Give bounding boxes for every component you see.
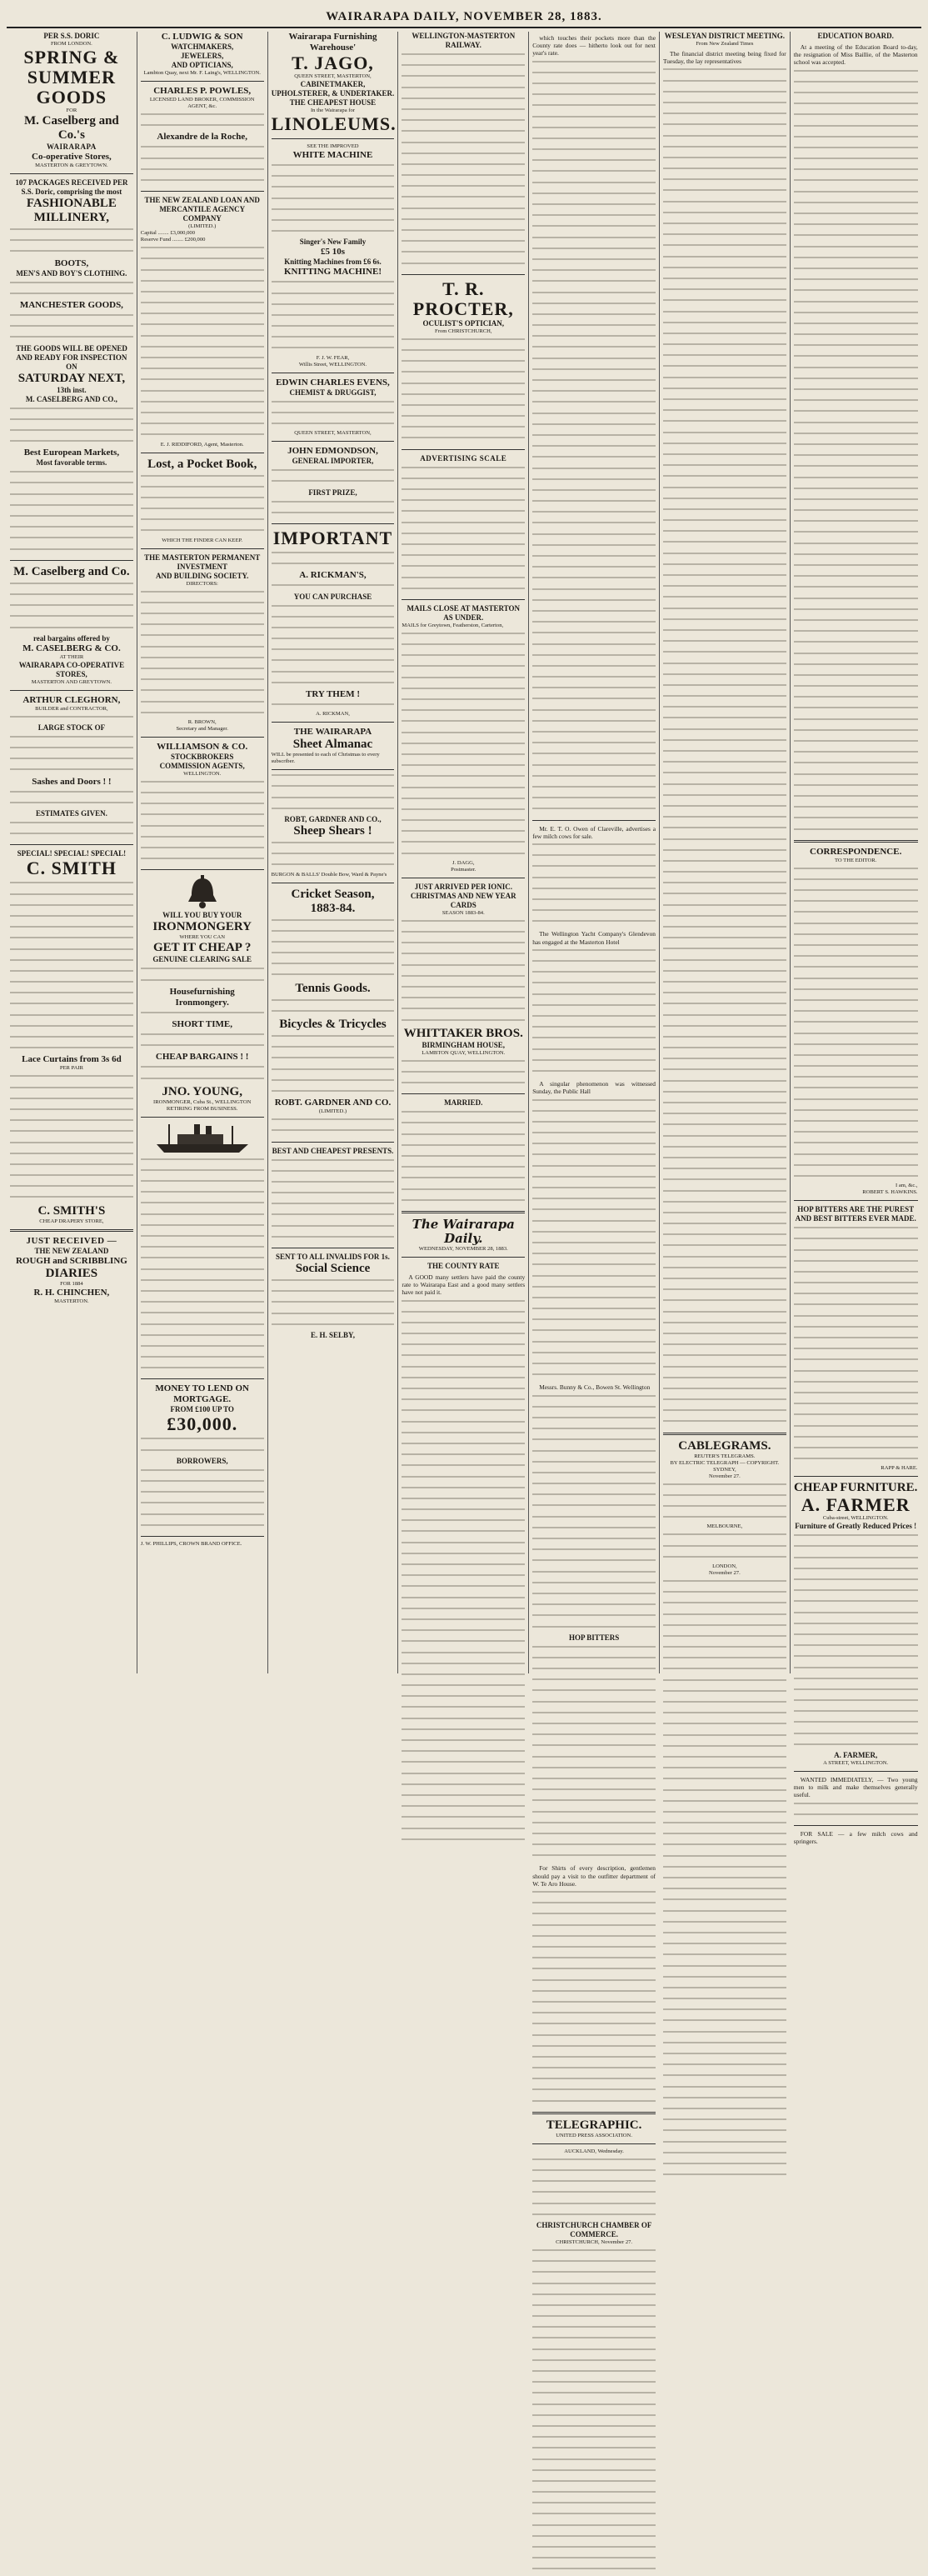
ad-first-prize: FIRST PRIZE, (308, 488, 357, 497)
paper-nameplate: The Wairarapa Daily. (412, 1216, 515, 1246)
postmaster-name: J. DAGG, (452, 859, 475, 866)
ad-housefurnishing: Housefurnishing (169, 986, 235, 997)
ad-lost: Lost, a Pocket Book, (147, 457, 257, 471)
ad-gardner-2: ROBT. GARDNER AND CO. (274, 1098, 392, 1108)
ad-white-machine: WHITE MACHINE (292, 150, 373, 160)
ad-finder: WHICH THE FINDER CAN KEEP. (162, 537, 243, 543)
column-3 (268, 32, 399, 1673)
ad-social-science: Social Science (295, 1262, 371, 1275)
ad-birmingham: BIRMINGHAM HOUSE, (422, 1040, 506, 1049)
farmer-name-2: A. FARMER, (834, 1751, 878, 1760)
farmer-address: Cuba-street, WELLINGTON. (822, 1515, 889, 1522)
rapp-hare: RAPP & HARE. (881, 1465, 918, 1472)
ad-cards-season: SEASON 1883-84. (442, 909, 485, 916)
ad-permanent: THE MASTERTON PERMANENT INVESTMENT (144, 553, 261, 571)
local-shirts: For Shirts of every description, gentlemen should pay a visit to the outfitter department of W. Te Aro House. (532, 1864, 656, 1888)
local-yacht: The Wellington Yacht Company's Glendevon has engaged at the Masterton Hotel (532, 930, 656, 946)
local-owen: Mr. E. T. O. Owen of Clareville, advertises a few milch cows for sale. (532, 824, 656, 840)
county-rate-continued: which touches their pockets more than the County rate does — hitherto look out for next year's rate. (532, 34, 656, 58)
ad-furnishing: Wairarapa Furnishing (288, 32, 377, 42)
to-the-editor: TO THE EDITOR. (834, 857, 877, 863)
ad-watchmakers: WATCHMAKERS, (171, 43, 234, 51)
ad-spring-heading: SPRING & (23, 47, 120, 68)
ad-fashionable: FASHIONABLE (26, 197, 117, 210)
ad-williamson: WILLIAMSON & CO. (157, 741, 248, 752)
ad-gardner-limited: (LIMITED.) (318, 1108, 347, 1115)
ad-just-received: JUST RECEIVED — (26, 1235, 117, 1246)
ad-young-address: IRONMONGER, Cuba St., WELLINGTON (153, 1098, 252, 1105)
ad-rickman-2: A. RICKMAN, (316, 711, 350, 718)
masthead-title: WAIRARAPA DAILY, NOVEMBER 28, 1883. (326, 9, 602, 23)
ad-caselberg-4: M. CASELBERG & CO. (22, 643, 121, 653)
ad-try-them: TRY THEM ! (305, 689, 360, 699)
telegraphic-heading: TELEGRAPHIC. (546, 2118, 642, 2132)
ad-for: FOR (66, 108, 77, 113)
ad-ludwig: C. LUDWIG & SON (161, 32, 243, 42)
ad-wellington: WELLINGTON. (183, 770, 222, 777)
local-hop-bitters: HOP BITTERS (568, 1633, 620, 1642)
local-bunny: Messrs. Bunny & Co., Bowen St. Wellington (539, 1383, 651, 1392)
ad-doric-heading: PER S.S. DORIC (43, 32, 100, 40)
ad-where-you-can: WHERE YOU CAN (179, 934, 226, 941)
ad-for-1884: FOR 1884 (60, 1280, 83, 1287)
ad-selby: E. H. SELBY, (311, 1330, 355, 1339)
hop-bitters-heading: HOP BITTERS ARE THE PUREST AND BEST BITTERS EVER MADE. (795, 1205, 916, 1223)
sydney-date: November 27. (709, 1473, 741, 1479)
ad-chemist: CHEMIST & DRUGGIST, (289, 388, 377, 397)
ad-cabinetmaker: CABINETMAKER, UPHOLSTERER, & UNDERTAKER. (271, 80, 395, 98)
ad-sheep-shears: Sheep Shears ! (293, 823, 372, 838)
ad-almanac-text: WILL be presented to each of Christmas to every subscriber. (271, 752, 380, 765)
ad-queen-st: QUEEN STREET, MASTERTON, (294, 73, 372, 79)
london-date: November 27. (709, 1569, 741, 1576)
ad-sheet-almanac: Sheet Almanac (292, 738, 373, 752)
ad-caselberg-3: M. Caselberg and Co. (13, 564, 130, 578)
ad-masterton: MASTERTON. (54, 1298, 89, 1304)
ad-rickman: A. RICKMAN'S, (299, 570, 367, 581)
ad-warehouse: Warehouse' (309, 43, 357, 53)
ad-cooperative: Co-operative Stores, (32, 152, 112, 162)
ad-ionic: JUST ARRIVED PER IONIC. (414, 882, 512, 891)
letter-author: ROBERT S. HAWKINS. (862, 1189, 918, 1196)
ad-reserve: Reserve Fund ........ £200,000 (140, 237, 206, 243)
cablegrams-heading: CABLEGRAMS. (678, 1438, 771, 1453)
ad-oculist: OCULIST'S OPTICIAN, (422, 318, 505, 328)
ad-drapery: CHEAP DRAPERY STORE, (39, 1218, 104, 1224)
ad-c-smith: C. SMITH (26, 858, 117, 879)
ad-in-wairarapa: In the Wairarapa for (310, 108, 355, 113)
ad-locations: MASTERTON & GREYTOWN. (35, 163, 108, 168)
wanted-ad: WANTED IMMEDIATELY, — Two young men to milk and make themselves generally useful. (793, 1776, 918, 1799)
ad-builder: BUILDER and CONTRACTOR, (35, 705, 108, 712)
chamber-heading: CHRISTCHURCH CHAMBER OF COMMERCE. (536, 2220, 652, 2238)
ad-commission: COMMISSION AGENTS, (159, 761, 245, 770)
ad-date: 13th inst. (57, 385, 87, 394)
ad-special: SPECIAL! SPECIAL! SPECIAL! (17, 849, 127, 858)
ad-stores: WAIRARAPA CO-OPERATIVE STORES, (18, 660, 125, 678)
reuters: REUTER'S TELEGRAMS. (694, 1453, 756, 1459)
for-sale-ad: FOR SALE — a few milch cows and springers. (793, 1830, 918, 1846)
ad-cheapest: THE CHEAPEST HOUSE (289, 98, 377, 107)
local-phenomenon: A singular phenomenon was witnessed Sunday, the Public Hall (532, 1080, 656, 1096)
copyright: BY ELECTRIC TELEGRAPH — COPYRIGHT. (670, 1459, 780, 1466)
ad-opticians: AND OPTICIANS, (171, 61, 233, 69)
ad-secretary: Secretary and Manager. (176, 725, 228, 732)
ad-summer-heading: SUMMER (27, 67, 116, 88)
ad-packages: 107 PACKAGES RECEIVED PER S.S. Doric, comprising the most (15, 178, 128, 196)
ad-large-stock: LARGE STOCK OF (37, 723, 106, 732)
column-7 (791, 32, 921, 1846)
ad-money: MONEY TO LEND ON MORTGAGE. (155, 1383, 249, 1405)
ad-procter: T. R. PROCTER, (412, 278, 514, 319)
ad-goods-heading: GOODS (36, 87, 107, 108)
ad-clothing: MEN'S AND BOY'S CLOTHING. (16, 268, 127, 278)
ad-price: £5 10s (320, 247, 345, 258)
ad-boots: BOOTS, (54, 258, 89, 268)
ad-jago: T. JAGO, (292, 53, 374, 73)
ad-markets: Best European Markets, (23, 448, 120, 458)
ad-bicycles: Bicycles & Tricycles (279, 1018, 387, 1031)
ad-ironmongery: IRONMONGERY (152, 920, 252, 934)
ad-invalids: SENT TO ALL INVALIDS FOR 1s. (276, 1253, 390, 1261)
ad-caselberg-2: M. CASELBERG AND CO., (25, 394, 117, 403)
advertising-scale: ADVERTISING SCALE (420, 453, 507, 463)
ad-smiths: C. SMITH'S (37, 1203, 106, 1218)
ad-see-improved: SEE THE IMPROVED (307, 143, 359, 149)
wesleyan-source: From New Zealand Times (696, 41, 754, 47)
wesleyan-lead: The financial district meeting being fixed for Tuesday, the lay representatives (662, 50, 786, 66)
ad-knitting: KNITTING MACHINE! (283, 267, 382, 278)
ad-evens: EDWIN CHARLES EVENS, (276, 377, 390, 388)
ad-estimates: ESTIMATES GIVEN. (35, 809, 107, 818)
ad-retiring: RETIRING FROM BUSINESS. (166, 1105, 238, 1112)
furniture-reduced: Furniture of Greatly Reduced Prices ! (795, 1522, 917, 1531)
ad-diaries: DIARIES (45, 1266, 98, 1280)
ad-gardner: ROBT, GARDNER AND CO., (284, 814, 382, 823)
press-association: UNITED PRESS ASSOCIATION. (556, 2132, 632, 2138)
ad-rough: ROUGH and SCRIBBLING (15, 1255, 127, 1266)
ad-ironmongery-2: Ironmongery. (175, 997, 229, 1008)
ad-at-their: AT THEIR (59, 653, 84, 660)
county-rate-lead: A GOOD many settlers have paid the county rate to Wairarapa East and a good many settlers have not paid it. (402, 1273, 526, 1297)
masthead (7, 7, 921, 28)
postmaster-title: Postmaster. (451, 866, 476, 873)
london-dateline: LONDON, (712, 1563, 737, 1569)
ad-willis: Willis Street, WELLINGTON. (298, 361, 367, 368)
steamship-icon (141, 1122, 264, 1155)
ad-millinery: MILLINERY, (33, 211, 109, 224)
ad-purchase: YOU CAN PURCHASE (293, 592, 372, 601)
ad-riddiford: E. J. RIDDIFORD, Agent, Masterton. (160, 441, 244, 448)
mails-heading: MAILS CLOSE AT MASTERTON AS UNDER. (407, 603, 521, 622)
ad-burgon: BURGON & BALLS' Double Bow, Ward & Payne's (271, 871, 387, 878)
ad-important: IMPORTANT (272, 527, 393, 548)
farmer-name: A. FARMER (801, 1494, 911, 1516)
ad-lambton: LAMBTON QUAY, WELLINGTON. (422, 1049, 506, 1056)
ad-stockbrokers: STOCKBROKERS (171, 752, 234, 761)
newspaper-page (7, 7, 921, 2245)
bell-icon (141, 874, 264, 911)
ad-cards: CHRISTMAS AND NEW YEAR CARDS (410, 891, 516, 909)
letter-signoff: I am, &c., (896, 1183, 918, 1189)
ad-amount: £30,000. (167, 1413, 238, 1435)
column-1 (7, 32, 137, 1673)
column-6 (660, 32, 791, 1673)
column-5 (529, 32, 660, 2245)
education-heading: EDUCATION BOARD. (817, 32, 894, 40)
railway-heading: WELLINGTON-MASTERTON RAILWAY. (412, 32, 516, 49)
ad-will-you-buy: WILL YOU BUY YOUR (162, 911, 242, 920)
paper-date: WEDNESDAY, NOVEMBER 28, 1883. (418, 1245, 508, 1252)
ad-edmondson: JOHN EDMONDSON, (287, 446, 378, 457)
ad-borrowers: BORROWERS, (176, 1456, 228, 1465)
ad-wairarapa-almanac: THE WAIRARAPA (293, 727, 372, 738)
column-2 (137, 32, 268, 1673)
ad-building-society: AND BUILDING SOCIETY. (155, 571, 249, 580)
ad-nz: THE NEW ZEALAND (34, 1246, 109, 1255)
ad-wairarapa: WAIRARAPA (46, 143, 97, 151)
ad-cricket: Cricket Season, (291, 887, 375, 901)
ad-sashes: Sashes and Doors ! ! (32, 776, 112, 787)
ad-directors: DIRECTORS: (186, 580, 218, 587)
ad-get-it-cheap: GET IT CHEAP ? (152, 941, 252, 955)
ad-chinchen: R. H. CHINCHEN, (33, 1287, 110, 1298)
ad-phillips: J. W. PHILLIPS, CROWN BRAND OFFICE. (140, 1540, 242, 1547)
ad-cleghorn: ARTHUR CLEGHORN, (22, 694, 121, 705)
ad-caselberg-name: M. Caselberg and Co.'s (24, 114, 119, 142)
ad-saturday: SATURDAY NEXT, (17, 371, 126, 385)
ad-clearing: GENUINE CLEARING SALE (152, 955, 252, 964)
ad-roche: Alexandre de la Roche, (157, 132, 247, 143)
ad-ludwig-address: Lambton Quay, next Mr. F. Laing's, WELLINGTON. (143, 70, 261, 76)
ad-presents: BEST AND CHEAPEST PRESENTS. (272, 1146, 394, 1155)
ad-doric-sub: FROM LONDON. (50, 41, 92, 47)
county-rate-heading: THE COUNTY RATE (427, 1261, 500, 1270)
ad-jewelers: JEWELERS, (181, 52, 224, 60)
correspondence-heading: CORRESPONDENCE. (810, 846, 902, 857)
ad-jno-young: JNO. YOUNG, (162, 1084, 242, 1098)
columns (7, 32, 921, 2245)
ad-tennis: Tennis Goods. (295, 981, 371, 995)
mails-text: MAILS for Greytown, Featherston, Carterton, (402, 622, 504, 628)
ad-from: FROM £100 UP TO (170, 1405, 234, 1414)
ad-opened: THE GOODS WILL BE OPENED AND READY FOR INSPECTION ON (15, 343, 127, 371)
farmer-address-2: A STREET, WELLINGTON. (823, 1760, 889, 1767)
sydney-dateline: SYDNEY, (713, 1466, 736, 1473)
ad-bargains: real bargains offered by (32, 633, 110, 643)
ad-christchurch: From CHRISTCHURCH, (435, 328, 492, 334)
education-lead: At a meeting of the Education Board to-day, the resignation of Miss Baillie, of the Masterton school was accepted. (793, 43, 918, 67)
ad-lace: Lace Curtains from 3s 6d (22, 1054, 122, 1065)
ad-short-time: SHORT TIME, (172, 1018, 232, 1029)
married-heading: MARRIED. (444, 1098, 483, 1108)
ad-terms: Most favorable terms. (36, 458, 107, 468)
melbourne-dateline: MELBOURNE, (706, 1523, 743, 1530)
ad-season: 1883-84. (310, 901, 356, 915)
ad-fear: F. J. W. FEAR, (316, 354, 350, 361)
ad-cheap-bargains: CHEAP BARGAINS ! ! (155, 1052, 249, 1063)
ad-powles-sub: LICENSED LAND BROKER, COMMISSION AGENT, &c. (149, 97, 255, 109)
chamber-dateline: CHRISTCHURCH, November 27. (556, 2238, 633, 2245)
ad-manchester: MANCHESTER GOODS, (19, 299, 123, 310)
ad-towns: MASTERTON AND GREYTOWN. (31, 678, 112, 685)
cheap-furniture-heading: CHEAP FURNITURE. (794, 1481, 918, 1495)
ad-whittaker: WHITTAKER BROS. (403, 1026, 523, 1040)
wesleyan-heading: WESLEYAN DISTRICT MEETING. (664, 32, 786, 40)
ad-linoleums: LINOLEUMS. (271, 113, 397, 134)
auckland-dateline: AUCKLAND, Wednesday. (564, 2148, 624, 2154)
ad-knitting-price: Knitting Machines from £6 6s. (284, 258, 382, 267)
column-4 (398, 32, 529, 1673)
ad-per-pair: PER PAIR (59, 1065, 83, 1072)
ad-powles: CHARLES P. POWLES, (153, 86, 252, 96)
ad-singer: Singer's New Family (299, 238, 367, 247)
ad-evens-address: QUEEN STREET, MASTERTON, (294, 430, 372, 437)
ad-limited: (LIMITED.) (188, 223, 217, 230)
ad-nz-loan: THE NEW ZEALAND LOAN AND MERCANTILE AGENCY COMPANY (144, 196, 260, 223)
ad-brown: R. BROWN, (187, 718, 217, 725)
ad-importer: GENERAL IMPORTER, (292, 457, 374, 466)
ad-capital: Capital ........ £3,000,000 (140, 230, 195, 237)
